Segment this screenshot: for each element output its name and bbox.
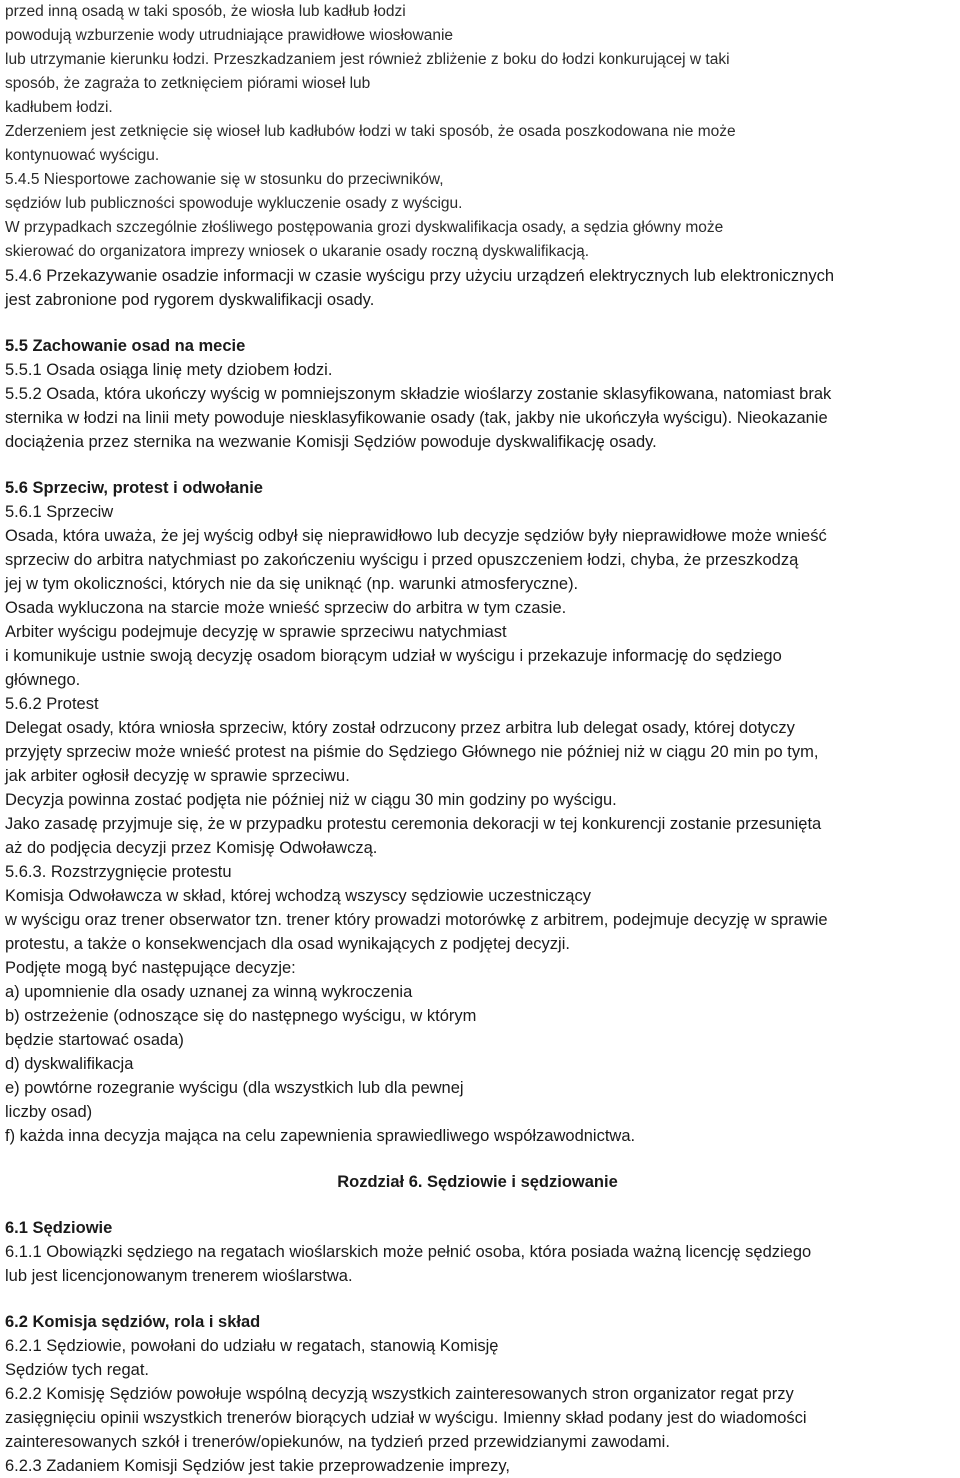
- list-item: a) upomnienie dla osady uznanej za winną wykroczenia: [5, 983, 413, 1001]
- section-5-6: [5, 476, 950, 1148]
- text-line: sposób, że zagraża to zetknięciem piórami wioseł lub: [5, 75, 371, 92]
- text-line: Zderzeniem jest zetknięcie się wioseł lub kadłubów łodzi w taki sposób, że osada poszkodowana nie może: [5, 123, 736, 140]
- text-line: 6.2.3 Zadaniem Komisji Sędziów jest takie przeprowadzenie imprezy,: [5, 1457, 511, 1475]
- text-line: sprzeciw do arbitra natychmiast po zakończeniu wyścigu i przed opuszczeniem łodzi, chyba, że przeszkodzą: [5, 551, 799, 569]
- text-line: Sędziów tych regat.: [5, 1361, 149, 1379]
- text-line: 6.1.1 Obowiązki sędziego na regatach wioślarskich może pełnić osoba, która posiada ważną licencję sędziego: [5, 1243, 812, 1261]
- text-line: Arbiter wyścigu podejmuje decyzję w sprawie sprzeciwu natychmiast: [5, 623, 507, 641]
- text-line: przyjęty sprzeciw może wnieść protest na piśmie do Sędziego Głównego nie później niż w ciągu 20 min po tym,: [5, 743, 819, 761]
- text-line: sędziów lub publiczności spowoduje wykluczenie osady z wyścigu.: [5, 195, 463, 212]
- text-line: w wyścigu oraz trener obserwator tzn. trener który prowadzi motorówkę z arbitrem, podejmuje decyzję w sprawie: [5, 911, 828, 929]
- chapter-6-title-wrap: [5, 1170, 950, 1194]
- section-5-4-6: [5, 264, 950, 312]
- text-line: 6.2.1 Sędziowie, powołani do udziału w regatach, stanowią Komisję: [5, 1337, 499, 1355]
- section-heading: 6.2 Komisja sędziów, rola i skład: [5, 1313, 261, 1331]
- text-line: lub utrzymanie kierunku łodzi. Przeszkadzaniem jest również zbliżenie z boku do łodzi konkurującej w taki: [5, 51, 730, 68]
- text-line: jej w tym okoliczności, których nie da się uniknąć (np. warunki atmosferyczne).: [5, 575, 579, 593]
- text-line: powodują wzburzenie wody utrudniające prawidłowe wiosłowanie: [5, 27, 454, 44]
- section-5-5: [5, 334, 950, 454]
- text-line: jak arbiter ogłosił decyzję w sprawie sprzeciwu.: [5, 767, 350, 785]
- text-line: 5.5.1 Osada osiąga linię mety dziobem łodzi.: [5, 361, 333, 379]
- text-line: dociążenia przez sternika na wezwanie Komisji Sędziów powoduje dyskwalifikację osady.: [5, 433, 657, 451]
- text-line: sternika w łodzi na linii mety powoduje niesklasyfikowanie osady (tak, jakby nie ukończyła wyścigu). Nieokazanie: [5, 409, 828, 427]
- list-item: b) ostrzeżenie (odnoszące się do następnego wyścigu, w którym: [5, 1007, 477, 1025]
- text-line: 5.4.5 Niesportowe zachowanie się w stosunku do przeciwników,: [5, 171, 444, 188]
- section-6-2: [5, 1310, 950, 1478]
- section-6-1: [5, 1216, 950, 1288]
- text-line: W przypadkach szczególnie złośliwego postępowania grozi dyskwalifikacja osady, a sędzia główny może: [5, 219, 724, 236]
- section-heading: 5.6 Sprzeciw, protest i odwołanie: [5, 479, 263, 497]
- text-line: 6.2.2 Komisję Sędziów powołuje wspólną decyzją wszystkich zainteresowanych stron organizator regat przy: [5, 1385, 794, 1403]
- text-line: lub jest licencjonowanym trenerem wioślarstwa.: [5, 1267, 353, 1285]
- list-item: e) powtórne rozegranie wyścigu (dla wszystkich lub dla pewnej: [5, 1079, 464, 1097]
- text-line: 5.4.6 Przekazywanie osadzie informacji w czasie wyścigu przy użyciu urządzeń elektrycznych lub elektronicznych: [5, 267, 835, 285]
- chapter-title: Rozdział 6. Sędziowie i sędziowanie: [337, 1173, 618, 1191]
- text-line: skierować do organizatora imprezy wniosek o ukaranie osady roczną dyskwalifikacją.: [5, 243, 590, 260]
- list-item: d) dyskwalifikacja: [5, 1055, 134, 1073]
- top-fragment: [5, 0, 950, 168]
- section-heading: 5.5 Zachowanie osad na mecie: [5, 337, 246, 355]
- text-line: Osada wykluczona na starcie może wnieść sprzeciw do arbitra w tym czasie.: [5, 599, 567, 617]
- text-line: 5.6.1 Sprzeciw: [5, 503, 114, 521]
- text-line: kadłubem łodzi.: [5, 99, 113, 116]
- text-line: Osada, która uważa, że jej wyścig odbył się nieprawidłowo lub decyzje sędziów były nieprawidłowe może wnieść: [5, 527, 827, 545]
- text-line: kontynuować wyścigu.: [5, 147, 160, 164]
- text-line: protestu, a także o konsekwencjach dla osad wynikających z podjętej decyzji.: [5, 935, 570, 953]
- section-heading: 6.1 Sędziowie: [5, 1219, 113, 1237]
- list-item: f) każda inna decyzja mająca na celu zapewnienia sprawiedliwego współzawodnictwa.: [5, 1127, 636, 1145]
- text-line: zainteresowanych szkół i trenerów/opiekunów, na tydzień przed przewidzianymi zawodami.: [5, 1433, 670, 1451]
- text-line: jest zabronione pod rygorem dyskwalifikacji osady.: [5, 291, 375, 309]
- text-line: aż do podjęcia decyzji przez Komisję Odwoławczą.: [5, 839, 378, 857]
- text-line: i komunikuje ustnie swoją decyzję osadom biorącym udział w wyścigu i przekazuje informację do sędziego: [5, 647, 782, 665]
- text-line: przed inną osadą w taki sposób, że wiosła lub kadłub łodzi: [5, 3, 406, 20]
- text-line: zasięgnięciu opinii wszystkich trenerów biorących udział w wyścigu. Imienny skład podany jest do wiadomości: [5, 1409, 807, 1427]
- text-line: Jako zasadę przyjmuje się, że w przypadku protestu ceremonia dekoracji w tej konkurencji zostanie przesunięta: [5, 815, 822, 833]
- section-5-4-5: [5, 168, 950, 264]
- list-item: liczby osad): [5, 1103, 93, 1121]
- text-line: 5.6.3. Rozstrzygnięcie protestu: [5, 863, 232, 881]
- text-line: Decyzja powinna zostać podjęta nie później niż w ciągu 30 min godziny po wyścigu.: [5, 791, 617, 809]
- text-line: Delegat osady, która wniosła sprzeciw, który został odrzucony przez arbitra lub delegat osady, której dotyczy: [5, 719, 795, 737]
- text-line: Podjęte mogą być następujące decyzje:: [5, 959, 296, 977]
- text-line: 5.6.2 Protest: [5, 695, 99, 713]
- text-line: Komisja Odwoławcza w skład, której wchodzą wszyscy sędziowie uczestniczący: [5, 887, 591, 905]
- text-line: 5.5.2 Osada, która ukończy wyścig w pomniejszonym składzie wioślarzy zostanie sklasyfikowana, natomiast brak: [5, 385, 832, 403]
- list-item: będzie startować osada): [5, 1031, 184, 1049]
- text-line: głównego.: [5, 671, 81, 689]
